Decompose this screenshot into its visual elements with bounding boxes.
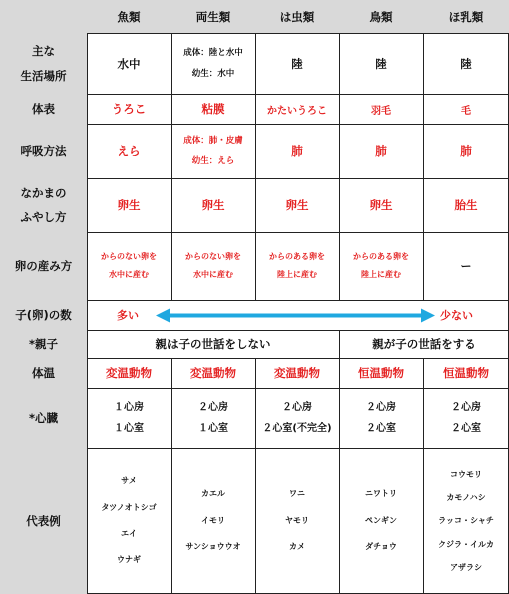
reproduction-cell-4-line-0: 卵生 xyxy=(369,198,393,212)
header-1 xyxy=(87,0,171,33)
row-label-habitat xyxy=(0,33,87,94)
reproduction-cell-5 xyxy=(423,178,509,232)
examples-cell-2 xyxy=(171,448,255,594)
examples-cell-1-line-3: ウナギ xyxy=(117,555,141,565)
header-3 xyxy=(255,0,339,33)
examples-cell-3-line-0: ワニ xyxy=(289,489,305,499)
heart-cell-4 xyxy=(339,388,423,448)
habitat-cell-5-line-0: 陸 xyxy=(460,56,472,71)
surface-cell-3-line-0: かたいうろこ xyxy=(267,105,327,117)
breathing-cell-1 xyxy=(87,124,171,178)
examples-cell-1 xyxy=(87,448,171,594)
examples-cell-3-line-1: ヤモリ xyxy=(285,515,309,525)
examples-cell-1-line-0: サメ xyxy=(121,476,137,486)
egg-cell-1-line-1: 水中に産む xyxy=(109,270,149,279)
heart-cell-4-line-0: ２心房 xyxy=(366,402,396,413)
row-label-surface-line-0: 体表 xyxy=(32,101,55,116)
examples-cell-2-line-1: イモリ xyxy=(201,515,225,525)
examples-cell-2-line-2: サンショウウオ xyxy=(185,542,241,552)
reproduction-cell-2-line-0: 卵生 xyxy=(201,198,225,212)
row-label-surface xyxy=(0,94,87,124)
row-label-reproduction xyxy=(0,178,87,232)
examples-cell-2-line-0: カエル xyxy=(201,489,225,499)
row-label-examples-line-0: 代表例 xyxy=(26,513,61,528)
breathing-cell-2-line-1: 幼生：えら xyxy=(191,156,235,166)
count-few-label: 少ない xyxy=(440,309,473,322)
surface-cell-1 xyxy=(87,94,171,124)
reproduction-cell-3 xyxy=(255,178,339,232)
habitat-cell-2-line-1: 幼生：水中 xyxy=(191,68,235,79)
count-arrow-left-head xyxy=(156,309,170,323)
breathing-cell-3-line-0: 肺 xyxy=(291,144,303,158)
breathing-cell-5-line-0: 肺 xyxy=(460,144,472,158)
surface-cell-5-line-0: 毛 xyxy=(461,105,471,117)
surface-cell-4-line-0: 羽毛 xyxy=(371,105,391,117)
egg-cell-1 xyxy=(87,232,171,300)
egg-cell-2-line-1: 水中に産む xyxy=(193,270,233,279)
breathing-cell-1-line-0: えら xyxy=(117,144,141,158)
examples-cell-3 xyxy=(255,448,339,594)
header-2 xyxy=(171,0,255,33)
temperature-cell-2-line-0: 変温動物 xyxy=(190,366,236,380)
parenting-care xyxy=(339,330,509,358)
habitat-cell-1-line-0: 水中 xyxy=(117,56,141,71)
egg-cell-3 xyxy=(255,232,339,300)
row-label-habitat-line-0: 主な xyxy=(32,44,55,59)
egg-cell-4-line-0: からのある卵を xyxy=(353,251,409,261)
heart-cell-2-line-0: ２心房 xyxy=(198,402,228,413)
row-label-count-line-0: 子(卵)の数 xyxy=(15,307,72,322)
temperature-cell-5 xyxy=(423,358,509,388)
row-label-count xyxy=(0,300,87,330)
examples-cell-5-line-0: コウモリ xyxy=(450,470,482,480)
parenting-no-care-line-0: 親は子の世話をしない xyxy=(155,337,271,351)
examples-cell-4-line-0: ニワトリ xyxy=(365,489,397,499)
row-label-heart xyxy=(0,388,87,448)
count-arrow-right-head xyxy=(421,309,435,323)
heart-cell-5-line-1: ２心室 xyxy=(451,423,481,434)
temperature-cell-5-line-0: 恒温動物 xyxy=(443,366,489,380)
reproduction-cell-2 xyxy=(171,178,255,232)
row-label-parenting-line-0: *親子 xyxy=(28,336,58,351)
examples-cell-5-line-2: ラッコ・シャチ xyxy=(438,516,494,526)
row-label-reproduction-line-1: ふやし方 xyxy=(20,210,67,224)
heart-cell-2-line-1: １心室 xyxy=(198,423,228,434)
examples-cell-5-line-3: クジラ・イルカ xyxy=(438,539,494,549)
row-label-examples xyxy=(0,448,87,594)
temperature-cell-1-line-0: 変温動物 xyxy=(106,366,152,380)
egg-cell-1-line-0: からのない卵を xyxy=(101,251,157,261)
examples-cell-3-line-2: カメ xyxy=(289,542,305,552)
reproduction-cell-3-line-0: 卵生 xyxy=(285,198,309,212)
examples-cell-4-line-1: ペンギン xyxy=(365,515,397,525)
examples-cell-4-line-2: ダチョウ xyxy=(365,542,397,552)
row-label-parenting xyxy=(0,330,87,358)
row-label-egg_laying-line-0: 卵の産み方 xyxy=(14,258,73,273)
header-5-line-0: ほ乳類 xyxy=(448,9,484,24)
row-label-breathing xyxy=(0,124,87,178)
count-many-label: 多い xyxy=(117,309,139,322)
temperature-cell-3-line-0: 変温動物 xyxy=(274,366,320,380)
habitat-cell-1 xyxy=(87,33,171,94)
habitat-cell-4 xyxy=(339,33,423,94)
habitat-cell-3-line-0: 陸 xyxy=(291,56,303,71)
egg-cell-5 xyxy=(423,232,509,300)
breathing-cell-2-line-0: 成体：肺・皮膚 xyxy=(183,135,243,146)
examples-cell-5-line-4: アザラシ xyxy=(450,562,482,572)
surface-cell-4 xyxy=(339,94,423,124)
reproduction-cell-5-line-0: 胎生 xyxy=(454,198,478,212)
heart-cell-1-line-0: １心房 xyxy=(114,402,144,413)
temperature-cell-3 xyxy=(255,358,339,388)
temperature-cell-1 xyxy=(87,358,171,388)
surface-cell-5 xyxy=(423,94,509,124)
egg-cell-4 xyxy=(339,232,423,300)
header-2-line-0: 両生類 xyxy=(195,9,231,24)
row-label-habitat-line-1: 生活場所 xyxy=(20,68,67,83)
breathing-cell-4 xyxy=(339,124,423,178)
heart-cell-1-line-1: １心室 xyxy=(114,423,144,434)
heart-cell-3-line-1: ２心室(不完全) xyxy=(262,423,332,434)
parenting-care-line-0: 親が子の世話をする xyxy=(372,337,476,351)
heart-cell-3 xyxy=(255,388,339,448)
row-label-temperature-line-0: 体温 xyxy=(32,365,55,380)
row-label-egg_laying xyxy=(0,232,87,300)
heart-cell-2 xyxy=(171,388,255,448)
egg-cell-3-line-1: 陸上に産む xyxy=(277,270,317,279)
heart-cell-5 xyxy=(423,388,509,448)
reproduction-cell-1-line-0: 卵生 xyxy=(117,198,141,212)
header-5 xyxy=(423,0,509,33)
egg-cell-3-line-0: からのある卵を xyxy=(269,251,325,261)
header-corner xyxy=(0,0,87,33)
row-label-temperature xyxy=(0,358,87,388)
breathing-cell-4-line-0: 肺 xyxy=(375,144,387,158)
surface-cell-2 xyxy=(171,94,255,124)
surface-cell-2-line-0: 粘膜 xyxy=(201,102,225,116)
egg-cell-2-line-0: からのない卵を xyxy=(185,251,241,261)
breathing-cell-3 xyxy=(255,124,339,178)
reproduction-cell-4 xyxy=(339,178,423,232)
habitat-cell-4-line-0: 陸 xyxy=(375,56,387,71)
egg-cell-5-line-0: ー xyxy=(460,260,472,273)
header-4 xyxy=(339,0,423,33)
header-3-line-0: は虫類 xyxy=(279,9,315,24)
examples-cell-1-line-2: エイ xyxy=(121,529,137,538)
reproduction-cell-1 xyxy=(87,178,171,232)
examples-cell-5 xyxy=(423,448,509,594)
examples-cell-5-line-1: カモノハシ xyxy=(446,493,486,503)
habitat-cell-5 xyxy=(423,33,509,94)
temperature-cell-4 xyxy=(339,358,423,388)
surface-cell-3 xyxy=(255,94,339,124)
surface-cell-1-line-0: うろこ xyxy=(111,102,147,116)
temperature-cell-4-line-0: 恒温動物 xyxy=(358,366,404,380)
row-label-breathing-line-0: 呼吸方法 xyxy=(20,143,67,158)
breathing-cell-5 xyxy=(423,124,509,178)
row-label-heart-line-0: *心臓 xyxy=(28,410,58,425)
habitat-cell-2-line-0: 成体：陸と水中 xyxy=(183,48,243,59)
parenting-no-care xyxy=(87,330,339,358)
heart-cell-3-line-0: ２心房 xyxy=(282,402,312,413)
heart-cell-1 xyxy=(87,388,171,448)
habitat-cell-3 xyxy=(255,33,339,94)
heart-cell-4-line-1: ２心室 xyxy=(366,423,396,434)
heart-cell-5-line-0: ２心房 xyxy=(451,402,481,413)
header-1-line-0: 魚類 xyxy=(117,9,141,24)
egg-cell-2 xyxy=(171,232,255,300)
examples-cell-4 xyxy=(339,448,423,594)
habitat-cell-2 xyxy=(171,33,255,94)
header-4-line-0: 鳥類 xyxy=(369,9,393,24)
row-label-reproduction-line-0: なかまの xyxy=(20,185,67,200)
egg-cell-4-line-1: 陸上に産む xyxy=(361,270,401,279)
breathing-cell-2 xyxy=(171,124,255,178)
examples-cell-1-line-1: タツノオトシゴ xyxy=(101,502,157,512)
temperature-cell-2 xyxy=(171,358,255,388)
